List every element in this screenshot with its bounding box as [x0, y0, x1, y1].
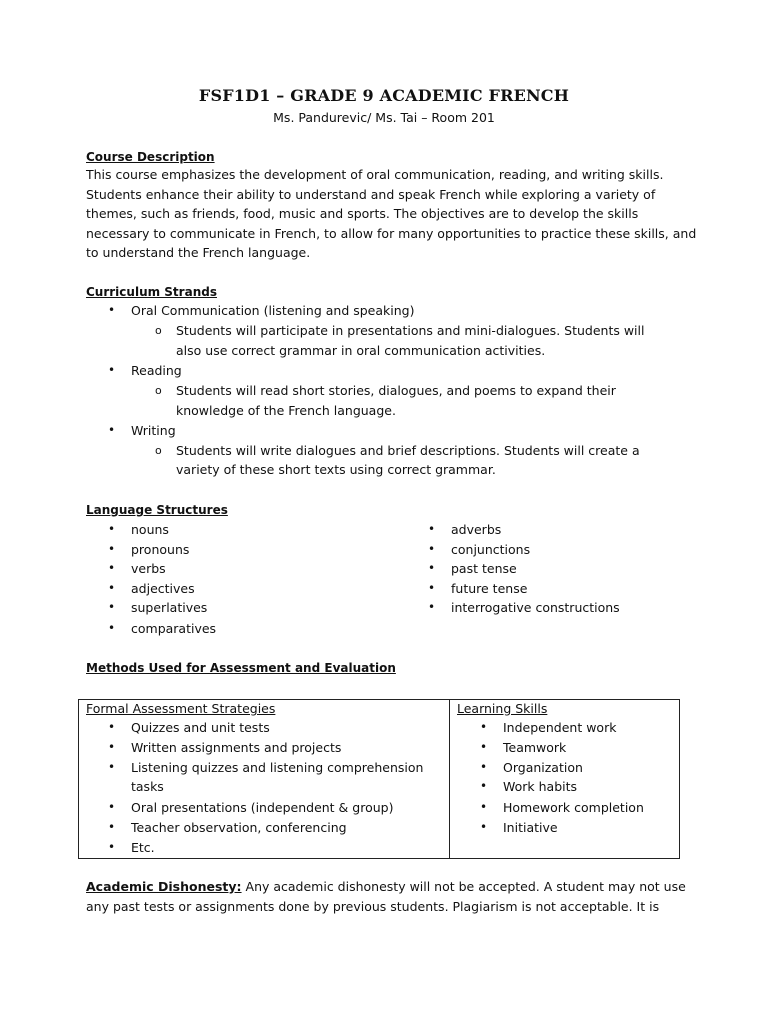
- bullet-icon: •: [480, 740, 488, 754]
- course-description-line: This course emphasizes the development of oral communication, reading, and writing skills.: [86, 167, 664, 182]
- bullet-icon: •: [428, 561, 436, 575]
- structure-item: conjunctions: [451, 542, 531, 557]
- bullet-icon: •: [108, 621, 116, 635]
- bullet-icon: •: [108, 581, 116, 595]
- strand-detail: Students will write dialogues and brief descriptions. Students will create a: [176, 443, 640, 458]
- strand-detail: Students will read short stories, dialogues, and poems to expand their: [176, 383, 616, 398]
- academic-dishonesty-line: [86, 879, 686, 894]
- bullet-icon: •: [480, 720, 488, 734]
- sub-bullet-icon: o: [155, 384, 162, 397]
- learning-skill-item: Teamwork: [503, 740, 567, 755]
- formal-assessment-item: Oral presentations (independent & group): [131, 800, 394, 815]
- strand-label: Oral Communication (listening and speaking): [131, 303, 415, 318]
- bullet-icon: •: [108, 820, 116, 834]
- document-subtitle: Ms. Pandurevic/ Ms. Tai – Room 201: [273, 110, 495, 125]
- bullet-icon: •: [108, 800, 116, 814]
- structure-item: pronouns: [131, 542, 190, 557]
- learning-skill-item: Initiative: [503, 820, 558, 835]
- bullet-icon: •: [108, 600, 116, 614]
- learning-skill-item: Homework completion: [503, 800, 644, 815]
- strand-label: Writing: [131, 423, 176, 438]
- strand-detail: also use correct grammar in oral communication activities.: [176, 343, 546, 358]
- formal-assessment-item: tasks: [131, 779, 164, 794]
- learning-skill-item: Organization: [503, 760, 583, 775]
- learning-skill-item: Independent work: [503, 720, 617, 735]
- bullet-icon: •: [108, 522, 116, 536]
- bullet-icon: •: [480, 800, 488, 814]
- course-description-line: to understand the French language.: [86, 245, 311, 260]
- formal-assessment-title: Formal Assessment Strategies: [86, 701, 276, 716]
- structure-item: future tense: [451, 581, 528, 596]
- table-divider: [449, 699, 450, 859]
- structure-item: nouns: [131, 522, 169, 537]
- bullet-icon: •: [428, 542, 436, 556]
- structure-item: past tense: [451, 561, 517, 576]
- structure-item: adjectives: [131, 581, 195, 596]
- bullet-icon: •: [480, 760, 488, 774]
- strand-detail: variety of these short texts using correct grammar.: [176, 462, 496, 477]
- bullet-icon: •: [108, 363, 116, 377]
- bullet-icon: •: [480, 779, 488, 793]
- learning-skills-title: Learning Skills: [457, 701, 548, 716]
- bullet-icon: •: [108, 760, 116, 774]
- bullet-icon: •: [108, 561, 116, 575]
- bullet-icon: •: [428, 600, 436, 614]
- strand-detail: knowledge of the French language.: [176, 403, 396, 418]
- curriculum-strands-heading: Curriculum Strands: [86, 285, 217, 299]
- bullet-icon: •: [108, 840, 116, 854]
- course-description-line: necessary to communicate in French, to allow for many opportunities to practice these skills, and: [86, 226, 697, 241]
- document-title: FSF1D1 – GRADE 9 ACADEMIC FRENCH: [198, 86, 570, 105]
- bullet-icon: •: [480, 820, 488, 834]
- academic-dishonesty-text: Any academic dishonesty will not be accepted. A student may not use: [241, 879, 686, 894]
- methods-heading: Methods Used for Assessment and Evaluation: [86, 661, 396, 675]
- academic-dishonesty-label: Academic Dishonesty:: [86, 879, 242, 894]
- structure-item: superlatives: [131, 600, 208, 615]
- structure-item: verbs: [131, 561, 166, 576]
- structure-item: interrogative constructions: [451, 600, 620, 615]
- learning-skill-item: Work habits: [503, 779, 578, 794]
- formal-assessment-item: Etc.: [131, 840, 155, 855]
- language-structures-heading: Language Structures: [86, 503, 228, 517]
- bullet-icon: •: [428, 581, 436, 595]
- structure-item: comparatives: [131, 621, 217, 636]
- sub-bullet-icon: o: [155, 444, 162, 457]
- sub-bullet-icon: o: [155, 324, 162, 337]
- structure-item: adverbs: [451, 522, 502, 537]
- formal-assessment-item: Quizzes and unit tests: [131, 720, 270, 735]
- strand-label: Reading: [131, 363, 182, 378]
- bullet-icon: •: [428, 522, 436, 536]
- course-description-heading: Course Description: [86, 150, 215, 164]
- bullet-icon: •: [108, 740, 116, 754]
- bullet-icon: •: [108, 303, 116, 317]
- academic-dishonesty-line: any past tests or assignments done by previous students. Plagiarism is not acceptable. It is: [86, 899, 660, 914]
- bullet-icon: •: [108, 423, 116, 437]
- course-description-line: themes, such as friends, food, music and sports. The objectives are to develop the skills: [86, 206, 639, 221]
- bullet-icon: •: [108, 542, 116, 556]
- course-description-line: Students enhance their ability to understand and speak French while exploring a variety of: [86, 187, 656, 202]
- formal-assessment-item: Written assignments and projects: [131, 740, 342, 755]
- formal-assessment-item: Listening quizzes and listening comprehension: [131, 760, 424, 775]
- strand-detail: Students will participate in presentations and mini-dialogues. Students will: [176, 323, 645, 338]
- formal-assessment-item: Teacher observation, conferencing: [131, 820, 347, 835]
- bullet-icon: •: [108, 720, 116, 734]
